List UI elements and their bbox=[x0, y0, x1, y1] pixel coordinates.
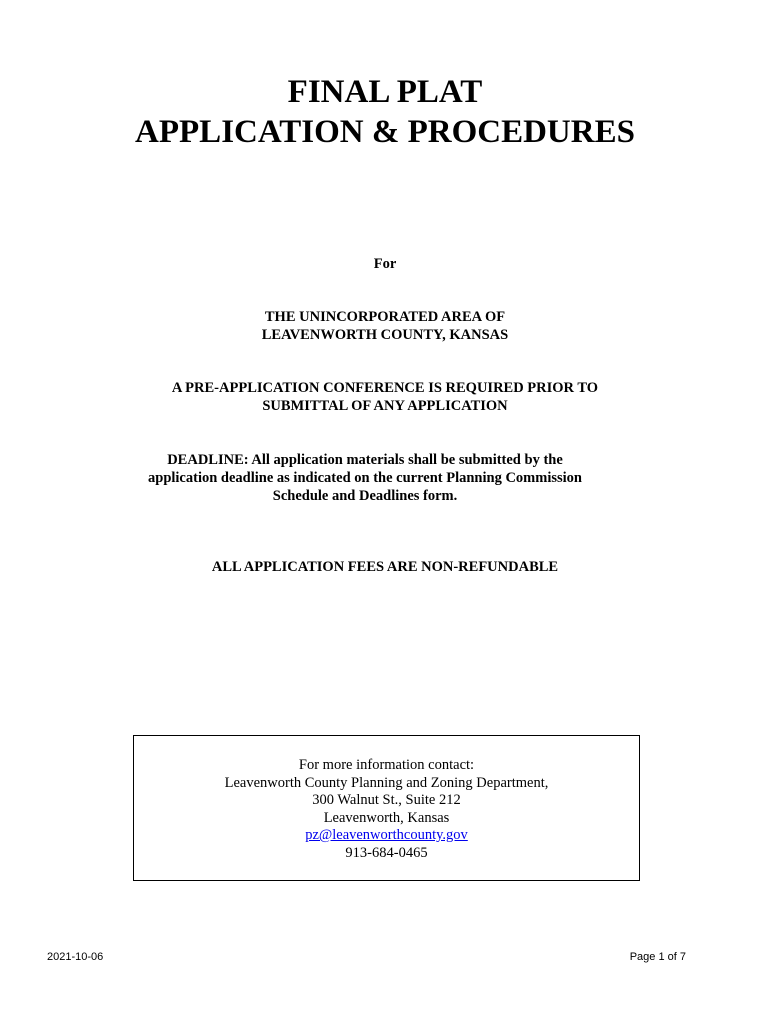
contact-email-line bbox=[134, 827, 639, 845]
contact-phone: 913-684-0465 bbox=[345, 844, 428, 861]
contact-address: 300 Walnut St., Suite 212 bbox=[312, 792, 461, 808]
for-text: For bbox=[373, 256, 397, 272]
area-heading bbox=[0, 308, 770, 344]
fees-text: ALL APPLICATION FEES ARE NON-REFUNDABLE bbox=[211, 559, 559, 575]
deadline-line-3: Schedule and Deadlines form. bbox=[272, 488, 458, 504]
footer-date: 2021-10-06 bbox=[47, 951, 104, 963]
contact-department: Leavenworth County Planning and Zoning Department, bbox=[224, 774, 549, 791]
contact-box bbox=[133, 735, 640, 881]
deadline-line-1: DEADLINE: All application materials shall be submitted by the bbox=[167, 452, 563, 468]
pre-application-line-2: SUBMITTAL OF ANY APPLICATION bbox=[262, 398, 508, 414]
footer-page-number: Page 1 of 7 bbox=[629, 951, 686, 963]
area-line-1: THE UNINCORPORATED AREA OF bbox=[264, 309, 506, 325]
deadline-notice bbox=[130, 451, 600, 505]
title-line-2: APPLICATION & PROCEDURES bbox=[135, 114, 635, 150]
pre-application-notice bbox=[0, 379, 770, 415]
page-title bbox=[0, 72, 770, 152]
area-line-2: LEAVENWORTH COUNTY, KANSAS bbox=[261, 327, 509, 343]
for-label bbox=[0, 255, 770, 273]
title-line-1: FINAL PLAT bbox=[287, 74, 483, 110]
contact-email-link[interactable]: pz@leavenworthcounty.gov bbox=[305, 827, 468, 843]
contact-heading: For more information contact: bbox=[298, 757, 475, 773]
deadline-line-2: application deadline as indicated on the current Planning Commission bbox=[148, 470, 582, 486]
fees-notice bbox=[0, 558, 770, 576]
contact-city: Leavenworth, Kansas bbox=[323, 809, 450, 826]
pre-application-line-1: A PRE-APPLICATION CONFERENCE IS REQUIRED PRIOR TO bbox=[171, 380, 599, 396]
